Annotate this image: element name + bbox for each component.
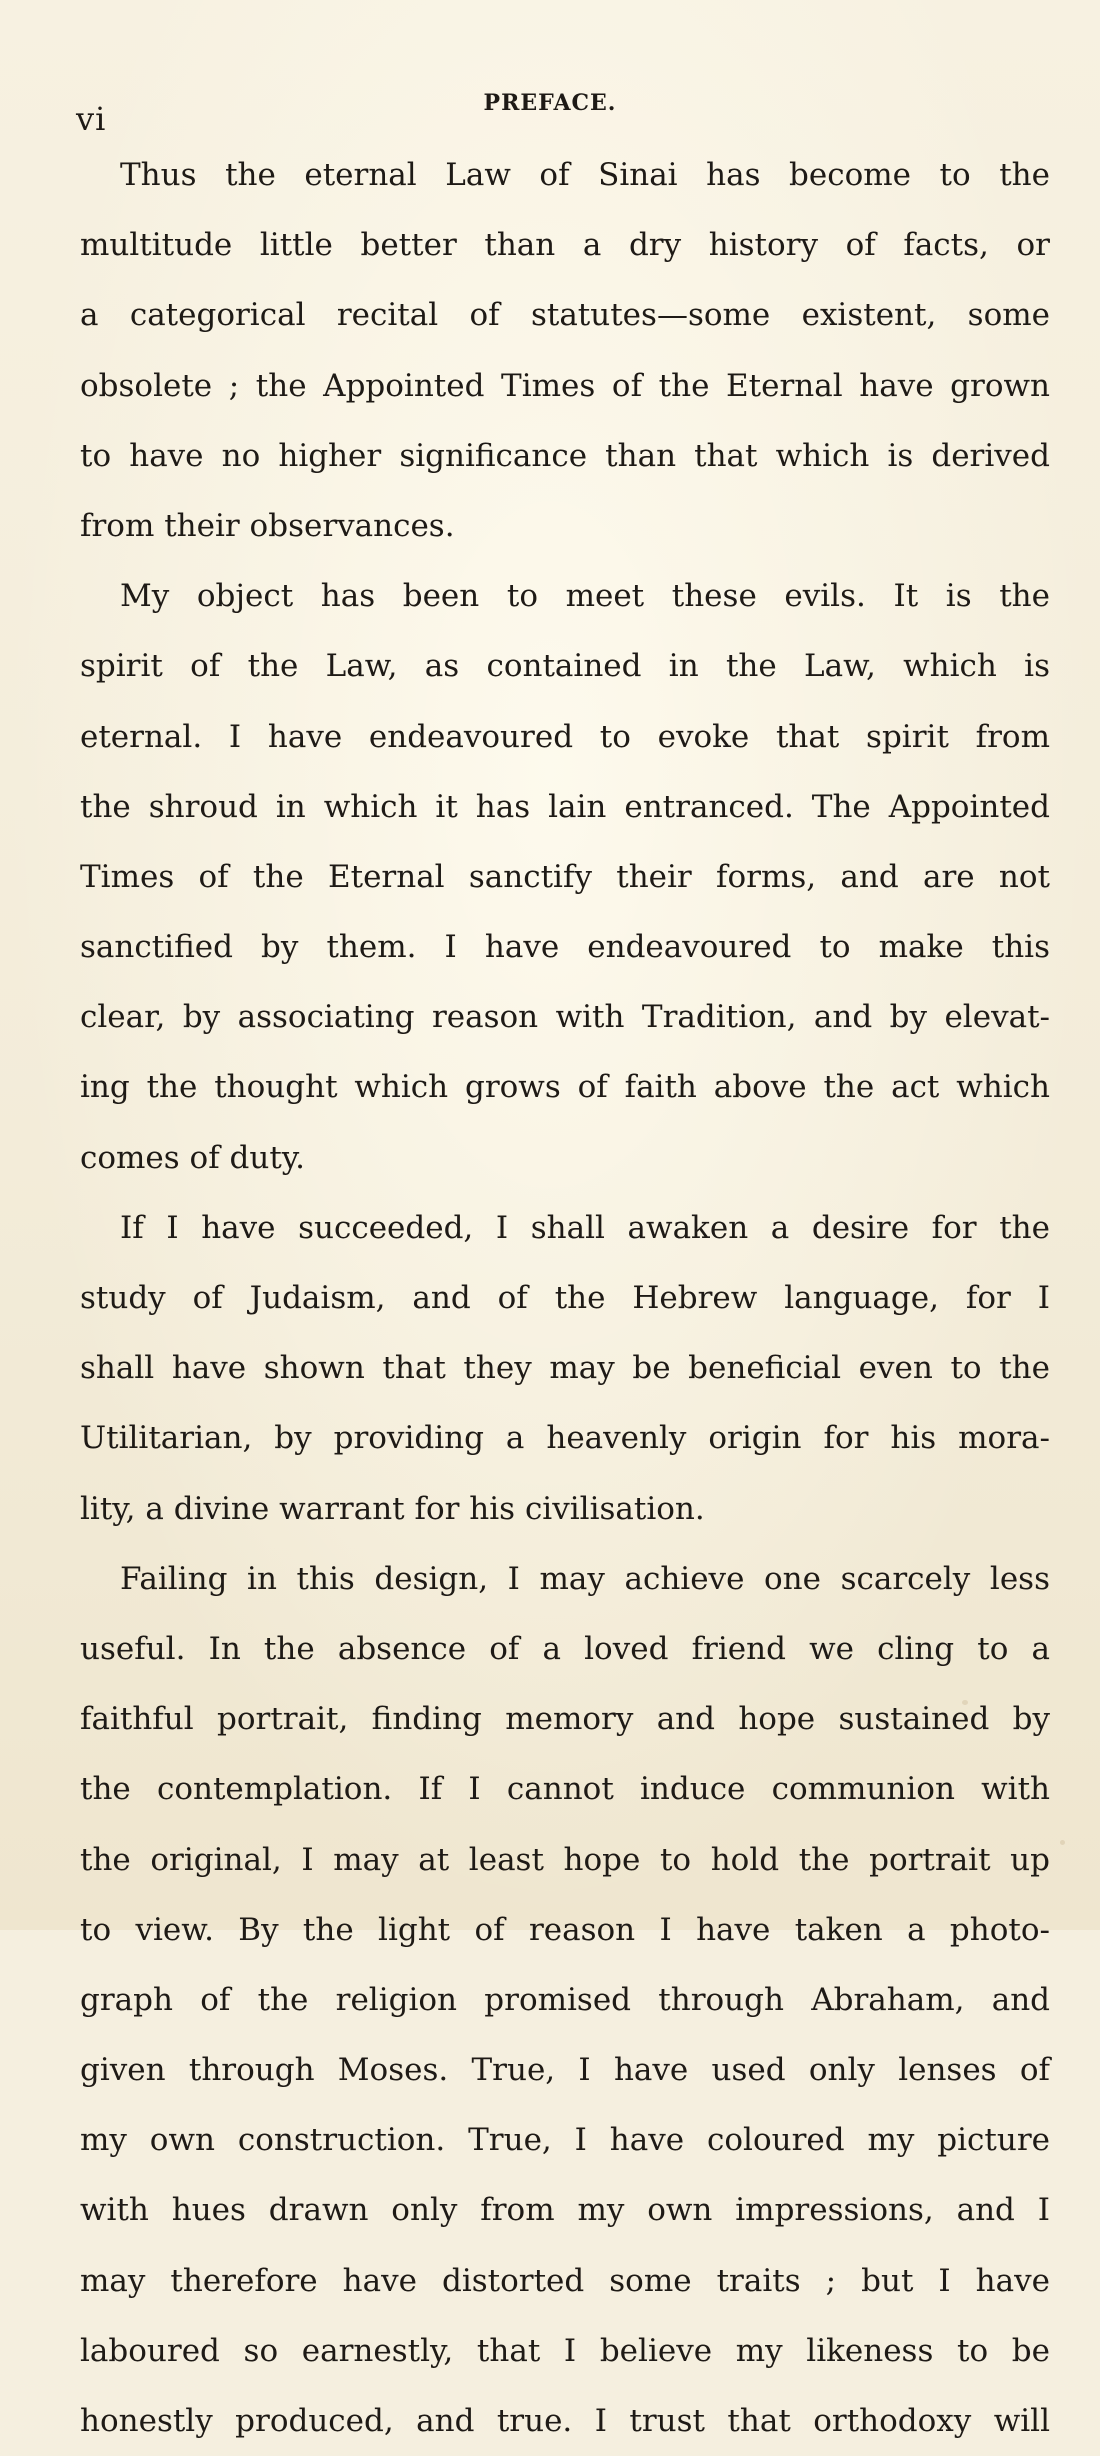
text-line: lity, a divine warrant for his civilisation. <box>80 1490 705 1527</box>
text-line: multitude little better than a dry history of facts, or <box>80 227 1050 264</box>
text-line: shall have shown that they may be beneficial even to the <box>80 1350 1050 1387</box>
text-line: obsolete ; the Appointed Times of the Eternal have grown <box>80 367 1050 404</box>
body-text <box>80 140 1050 2456</box>
text-line: graph of the religion promised through Abraham, and <box>80 1981 1050 2018</box>
text-line: My object has been to meet these evils. It is the <box>120 578 1050 615</box>
text-line: a categorical recital of statutes—some existent, some <box>80 297 1050 334</box>
running-title: PREFACE. <box>483 90 617 116</box>
text-line: the original, I may at least hope to hold the portrait up <box>80 1841 1050 1878</box>
text-line: to have no higher significance than that which is derived <box>80 437 1050 474</box>
text-line: honestly produced, and true. I trust that orthodoxy will <box>80 2403 1050 2439</box>
text-line: from their observances. <box>80 507 455 544</box>
text-line: Thus the eternal Law of Sinai has become to the <box>120 157 1050 193</box>
text-line: eternal. I have endeavoured to evoke that spirit from <box>80 718 1050 755</box>
text-line: to view. By the light of reason I have taken a photo- <box>80 1911 1050 1948</box>
page-number: vi <box>76 100 107 138</box>
text-line: Failing in this design, I may achieve one scarcely less <box>120 1560 1050 1597</box>
text-line: laboured so earnestly, that I believe my likeness to be <box>80 2332 1050 2369</box>
text-line: the contemplation. If I cannot induce communion with <box>80 1771 1050 1808</box>
text-line: sanctified by them. I have endeavoured to make this <box>80 929 1050 966</box>
text-line: my own construction. True, I have coloured my picture <box>80 2122 1050 2159</box>
text-line: useful. In the absence of a loved friend we cling to a <box>80 1630 1050 1667</box>
text-line: Utilitarian, by providing a heavenly origin for his mora- <box>80 1420 1050 1457</box>
text-line: Times of the Eternal sanctify their forms, and are not <box>80 858 1050 895</box>
text-line: spirit of the Law, as contained in the Law, which is <box>80 648 1050 685</box>
text-line: faithful portrait, finding memory and hope sustained by <box>80 1701 1050 1738</box>
text-line: ing the thought which grows of faith above the act which <box>80 1069 1050 1106</box>
text-line: If I have succeeded, I shall awaken a desire for the <box>120 1209 1050 1246</box>
text-line: may therefore have distorted some traits ; but I have <box>80 2262 1050 2299</box>
foxing-spot <box>1060 1840 1065 1845</box>
text-line: given through Moses. True, I have used only lenses of <box>80 2052 1050 2089</box>
text-line: the shroud in which it has lain entranced. The Appointed <box>80 788 1050 825</box>
text-line: comes of duty. <box>80 1139 306 1176</box>
text-line: clear, by associating reason with Tradition, and by elevat- <box>80 999 1050 1036</box>
text-line: study of Judaism, and of the Hebrew language, for I <box>80 1280 1050 1316</box>
text-line: with hues drawn only from my own impressions, and I <box>80 2192 1050 2229</box>
